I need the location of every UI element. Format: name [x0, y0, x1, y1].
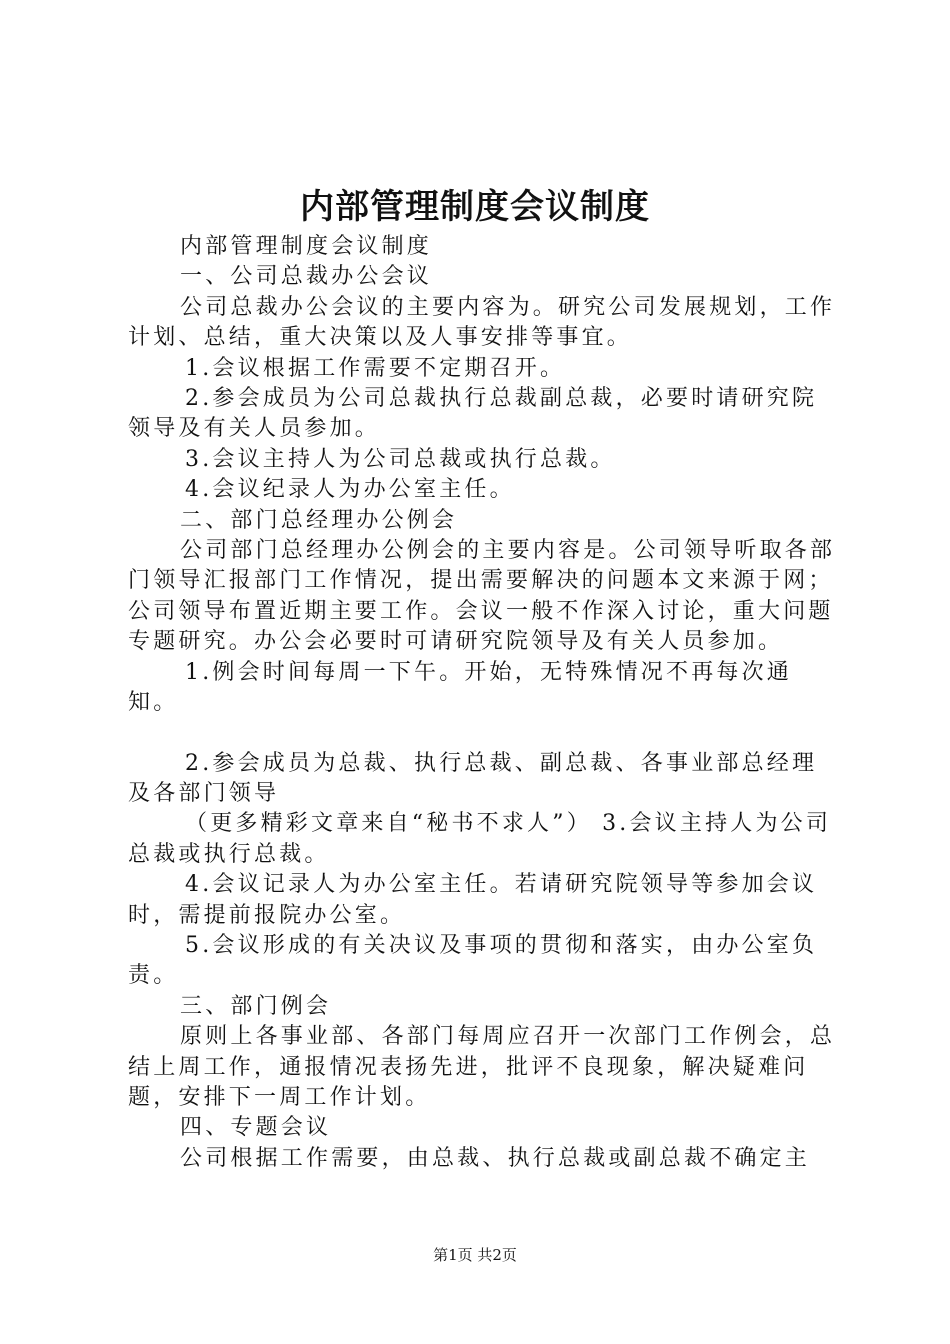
list-item: 4.会议纪录人为办公室主任。 — [185, 477, 515, 503]
body-paragraph: 公司部门总经理办公例会的主要内容是。公司领导听取各部门领导汇报部门工作情况，提出需要解决的问题本文来源于网；公司领导布置近期主要工作。会议一般不作深入讨论，重大问题专题研究。办公会必要时可请研究院领导及有关人员参加。 — [128, 538, 836, 655]
list-item: 5.会议形成的有关决议及事项的贯彻和落实，由办公室负责。 — [128, 932, 818, 989]
body-paragraph: 公司根据工作需要，由总裁、执行总裁或副总裁不确定主 — [180, 1145, 811, 1171]
section-heading-1: 一、公司总裁办公会议 — [180, 264, 433, 290]
list-item: 1.会议根据工作需要不定期召开。 — [185, 355, 566, 381]
list-item: 1.例会时间每周一下午。开始，无特殊情况不再每次通知。 — [128, 659, 792, 716]
body-paragraph: 公司总裁办公会议的主要内容为。研究公司发展规划，工作计划、总结，重大决策以及人事安排等事宜。 — [128, 294, 836, 351]
body-paragraph: （更多精彩文章来自“秘书不求人”） 3.会议主持人为公司总裁或执行总裁。 — [128, 811, 832, 867]
document-body — [128, 232, 840, 1174]
list-item: 4.会议记录人为办公室主任。若请研究院领导等参加会议时，需提前报院办公室。 — [128, 872, 818, 928]
blank-line — [128, 719, 840, 749]
list-item: 2.参会成员为公司总裁执行总裁副总裁，必要时请研究院领导及有关人员参加。 — [128, 386, 818, 442]
section-heading-2: 二、部门总经理办公例会 — [180, 507, 458, 533]
section-heading-4: 四、专题会议 — [180, 1115, 332, 1141]
page-footer: 第1页 共2页 — [433, 1246, 517, 1264]
list-item: 2.参会成员为总裁、执行总裁、副总裁、各事业部总经理及各部门领导 — [128, 750, 818, 806]
list-item: 3.会议主持人为公司总裁或执行总裁。 — [185, 446, 616, 472]
document-title: 内部管理制度会议制度 — [300, 187, 650, 227]
section-heading-3: 三、部门例会 — [180, 993, 332, 1019]
body-paragraph: 原则上各事业部、各部门每周应召开一次部门工作例会，总结上周工作，通报情况表扬先进，批评不良现象，解决疑难问题，安排下一周工作计划。 — [128, 1024, 836, 1110]
body-paragraph: 内部管理制度会议制度 — [180, 234, 433, 259]
